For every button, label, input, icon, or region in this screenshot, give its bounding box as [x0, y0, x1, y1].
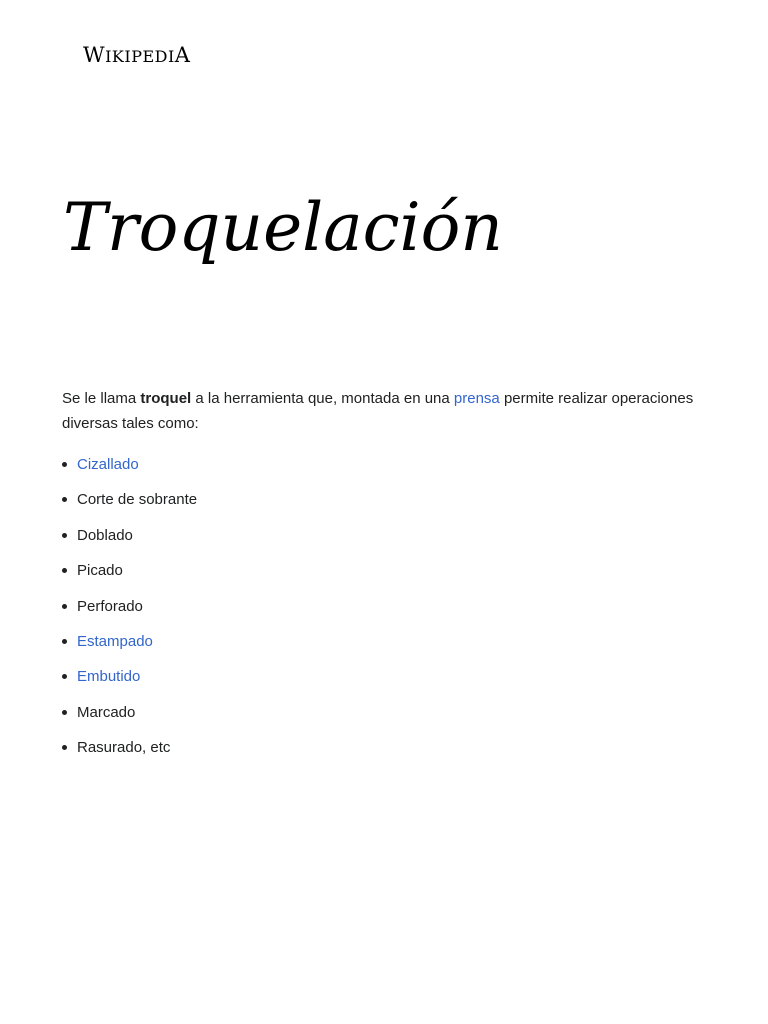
list-item — [62, 523, 702, 558]
intro-text-1: Se le llama — [62, 390, 141, 407]
bullet-icon — [62, 568, 67, 573]
list-item — [62, 558, 702, 593]
list-item-label: Picado — [77, 562, 123, 580]
bullet-icon — [62, 639, 67, 644]
bullet-icon — [62, 745, 67, 750]
article-content — [62, 386, 702, 771]
bullet-icon — [62, 674, 67, 679]
list-item-label: Doblado — [77, 526, 133, 544]
bullet-icon — [62, 462, 67, 467]
list-item — [62, 735, 702, 770]
bullet-icon — [62, 497, 67, 502]
intro-text-3: permite realizar operaciones diversas tales como: — [62, 390, 694, 432]
list-item — [62, 700, 702, 735]
link-cizallado[interactable]: Cizallado — [77, 456, 139, 473]
wikipedia-logo[interactable] — [83, 43, 190, 67]
link-estampado[interactable]: Estampado — [77, 632, 153, 650]
list-item — [62, 664, 702, 699]
bullet-icon — [62, 710, 67, 715]
list-item-label: Perforado — [77, 597, 143, 615]
page-title: Troquelación — [63, 189, 503, 266]
logo-letter-a: A — [174, 43, 191, 67]
list-item — [62, 594, 702, 629]
bullet-icon — [62, 604, 67, 609]
list-item — [62, 629, 702, 664]
link-embutido[interactable]: Embutido — [77, 668, 141, 686]
intro-bold-term: troquel — [140, 390, 192, 407]
logo-letter-w: W — [83, 43, 106, 67]
list-item-label: Marcado — [77, 703, 136, 721]
list-item — [62, 452, 702, 487]
list-item-label: Rasurado, etc — [77, 739, 171, 757]
link-prensa[interactable]: prensa — [453, 390, 500, 407]
logo-letters-middle: IKIPEDI — [105, 47, 175, 66]
bullet-icon — [62, 533, 67, 538]
operations-list — [62, 452, 702, 771]
list-item-label: Corte de sobrante — [77, 491, 198, 509]
intro-text-2: a la herramienta que, montada en una — [191, 390, 454, 407]
intro-paragraph — [62, 386, 702, 436]
list-item — [62, 487, 702, 522]
